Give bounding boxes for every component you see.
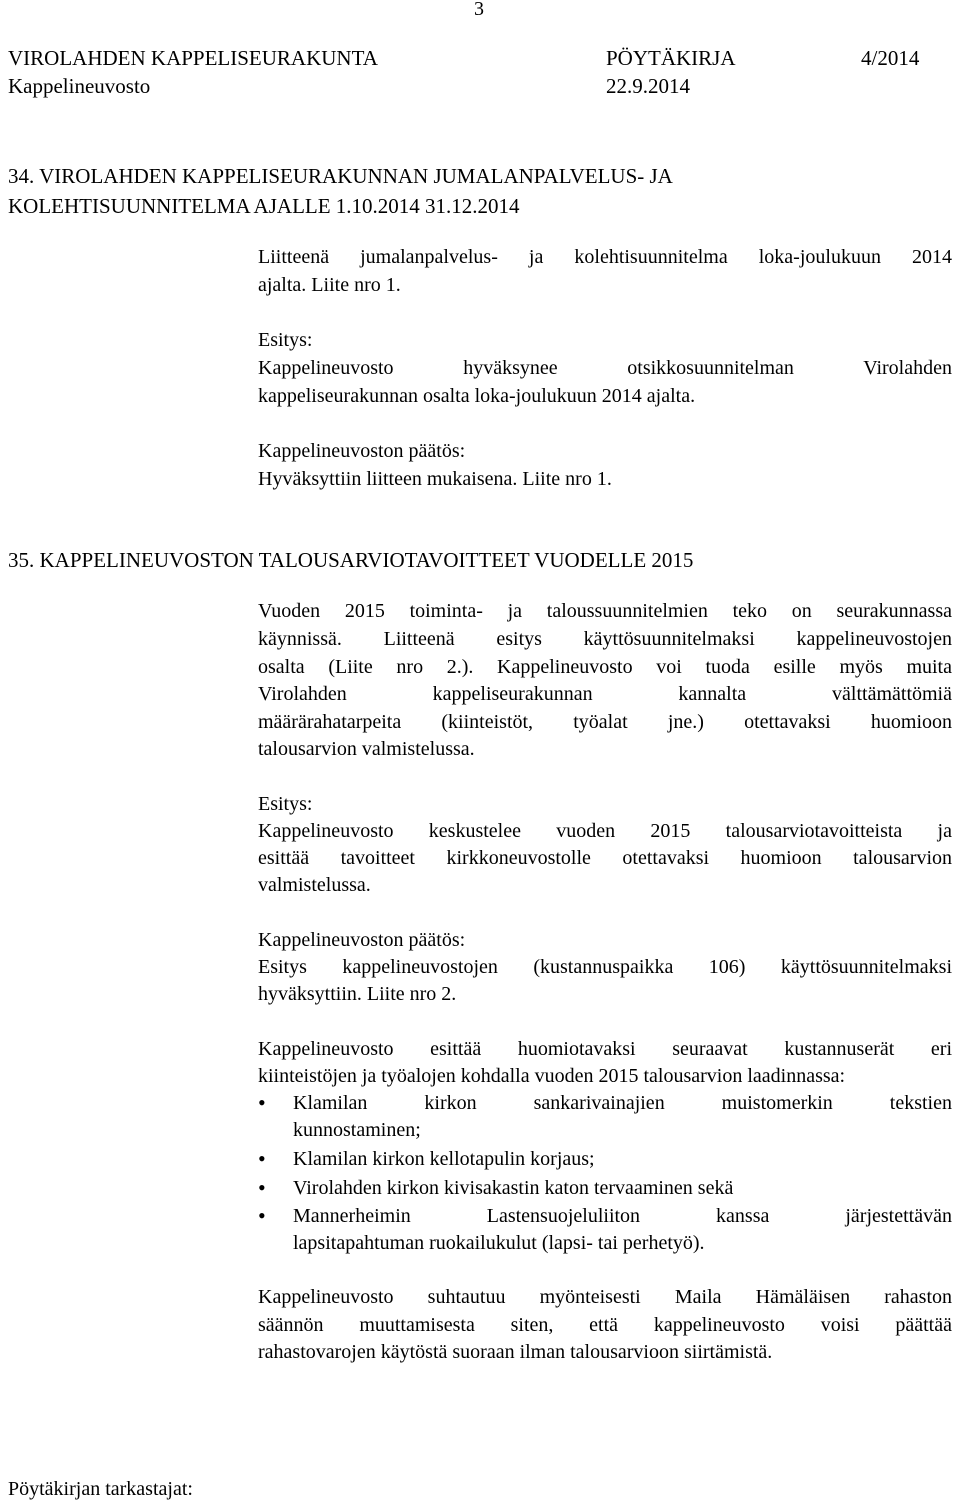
- list-item: Mannerheimin Lastensuojeluliiton kanssa järjestettävän: [293, 1205, 952, 1227]
- section-35-para1-line: osalta (Liite nro 2.). Kappelineuvosto voi tuoda esille myös muita: [258, 656, 952, 678]
- section-35-proposal-label: Esitys:: [258, 793, 313, 815]
- list-item: Klamilan kirkon kellotapulin korjaus;: [293, 1148, 595, 1170]
- bullet-icon: •: [258, 1146, 266, 1171]
- list-item: Klamilan kirkon sankarivainajien muistomerkin tekstien: [293, 1092, 952, 1114]
- section-34-title-line2: KOLEHTISUUNNITELMA AJALLE 1.10.2014 31.12.2014: [8, 194, 520, 218]
- body-name: Kappelineuvosto: [8, 74, 151, 98]
- section-35-para1-line: Virolahden kappeliseurakunnan kannalta välttämättömiä: [258, 683, 952, 705]
- page-number: 3: [474, 0, 484, 20]
- bullet-icon: •: [258, 1175, 266, 1200]
- org-name: VIROLAHDEN KAPPELISEURAKUNTA: [8, 46, 378, 70]
- section-34-proposal-line1: Kappelineuvosto hyväksynee otsikkosuunnitelman Virolahden: [258, 357, 952, 379]
- section-35-para1-line: määrärahatarpeita (kiinteistöt, työalat jne.) otettavaksi huomioon: [258, 711, 952, 733]
- section-35-proposal-line: esittää tavoitteet kirkkoneuvostolle otettavaksi huomioon talousarvion: [258, 847, 952, 869]
- section-34-intro-line2: ajalta. Liite nro 1.: [258, 274, 401, 296]
- costs-intro-line: kiinteistöjen ja työalojen kohdalla vuoden 2015 talousarvion laadinnassa:: [258, 1065, 846, 1087]
- meeting-date: 22.9.2014: [606, 74, 690, 98]
- section-34-title-line1: 34. VIROLAHDEN KAPPELISEURAKUNNAN JUMALANPALVELUS- JA: [8, 164, 673, 188]
- section-35-decision-line: Esitys kappelineuvostojen (kustannuspaikka 106) käyttösuunnitelmaksi: [258, 956, 952, 978]
- list-item-continuation: kunnostaminen;: [293, 1119, 421, 1141]
- bullet-icon: •: [258, 1090, 266, 1115]
- section-35-para1-line: käynnissä. Liitteenä esitys käyttösuunnitelmaksi kappelineuvostojen: [258, 628, 952, 650]
- footer-reviewers-label: Pöytäkirjan tarkastajat:: [8, 1478, 193, 1500]
- section-34-decision-text: Hyväksyttiin liitteen mukaisena. Liite nro 1.: [258, 468, 612, 490]
- bullet-icon: •: [258, 1203, 266, 1228]
- section-34-intro-line1: Liitteenä jumalanpalvelus- ja kolehtisuunnitelma loka-joulukuun 2014: [258, 246, 952, 268]
- closing-line: Kappelineuvosto suhtautuu myönteisesti Maila Hämäläisen rahaston: [258, 1286, 952, 1308]
- section-34-decision-label: Kappelineuvoston päätös:: [258, 440, 466, 462]
- section-35-decision-line: hyväksyttiin. Liite nro 2.: [258, 983, 457, 1005]
- doc-type: PÖYTÄKIRJA: [606, 46, 736, 70]
- doc-number: 4/2014: [861, 46, 920, 70]
- list-item: Virolahden kirkon kivisakastin katon tervaaminen sekä: [293, 1177, 734, 1199]
- section-35-para1-line: talousarvion valmistelussa.: [258, 738, 475, 760]
- list-item-continuation: lapsitapahtuman ruokailukulut (lapsi- tai perhetyö).: [293, 1232, 705, 1254]
- section-34-proposal-line2: kappeliseurakunnan osalta loka-joulukuun 2014 ajalta.: [258, 385, 696, 407]
- section-34-proposal-label: Esitys:: [258, 329, 313, 351]
- closing-line: säännön muuttamisesta siten, että kappelineuvosto voisi päättää: [258, 1314, 952, 1336]
- closing-line: rahastovarojen käytöstä suoraan ilman talousarvioon siirtämistä.: [258, 1341, 773, 1363]
- section-35-decision-label: Kappelineuvoston päätös:: [258, 929, 466, 951]
- costs-intro-line: Kappelineuvosto esittää huomiotavaksi seuraavat kustannuserät eri: [258, 1038, 952, 1060]
- section-35-title: 35. KAPPELINEUVOSTON TALOUSARVIOTAVOITTEET VUODELLE 2015: [8, 548, 694, 572]
- section-35-proposal-line: valmistelussa.: [258, 874, 371, 896]
- section-35-proposal-line: Kappelineuvosto keskustelee vuoden 2015 talousarviotavoitteista ja: [258, 820, 952, 842]
- section-35-para1-line: Vuoden 2015 toiminta- ja taloussuunnitelmien teko on seurakunnassa: [258, 600, 952, 622]
